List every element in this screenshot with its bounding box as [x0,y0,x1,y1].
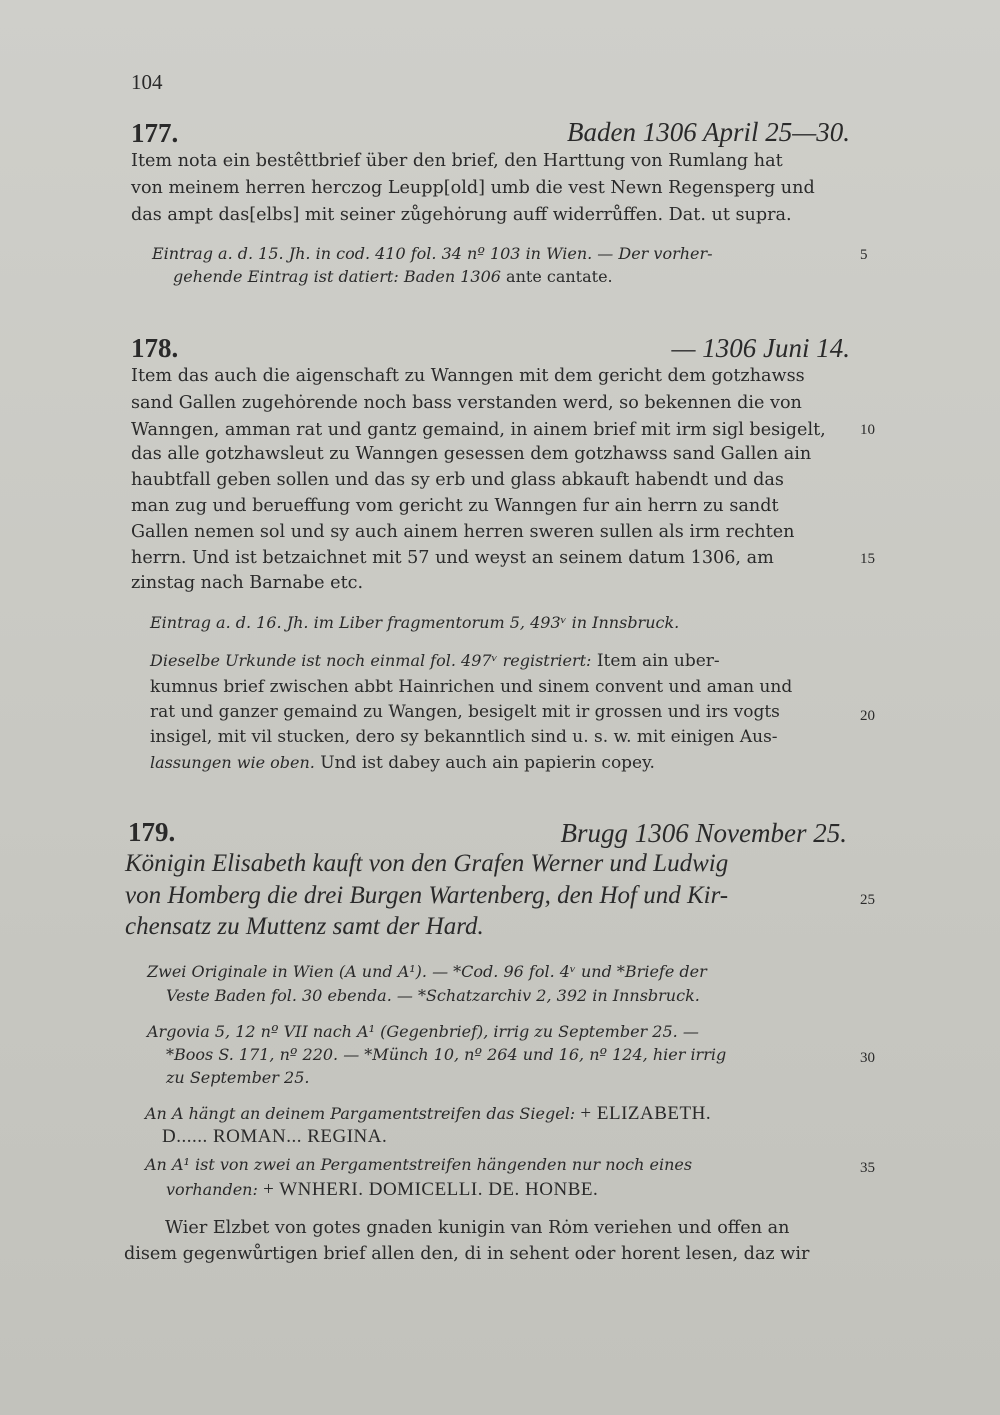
entry-178-note-2-line-2: kumnus brief zwischen abbt Hainrichen und sinem convent und aman und [150,677,793,697]
entry-179-text-line-1: Wier Elzbet von gotes gnaden kunigin van Rȯm veriehen und offen an [165,1218,790,1238]
line-number-5: 5 [860,247,868,263]
entry-179-note-1-line-1: Zwei Originale in Wien (A und A¹). — *Cod. 96 fol. 4ᵛ und *Briefe der [147,962,707,981]
entry-178-line-1: Item das auch die aigenschaft zu Wanngen mit dem gericht dem gotzhawss [131,366,805,386]
entry-178-line-2: sand Gallen zugehȯrende noch bass verstanden werd, so bekennen die von [131,393,802,413]
entry-178-line-6: man zug und berueffung vom gericht zu Wanngen fur ain herrn zu sandt [131,496,779,516]
entry-178-note-2-line-4: insigel, mit vil stucken, dero sy bekanntlich sind u. s. w. mit einigen Aus- [150,727,778,747]
entry-178-line-7: Gallen nemen sol und sy auch ainem herren sweren sullen als irm rechten [131,522,795,542]
page-number: 104 [131,70,163,94]
entry-177-line-1: Item nota ein bestêttbrief über den brief, den Harttung von Rumlang hat [131,151,783,171]
line-number-25: 25 [860,892,875,908]
entry-178-note-2-line-1: Dieselbe Urkunde ist noch einmal fol. 497ᵛ registriert: Item ain uber- [150,651,720,671]
entry-179-note-2-line-2: *Boos S. 171, nº 220. — *Münch 10, nº 264 und 16, nº 124, hier irrig [166,1045,727,1064]
line-number-35: 35 [860,1160,875,1176]
entry-178-line-4: das alle gotzhawsleut zu Wanngen gesessen dem gotzhawss sand Gallen ain [131,444,812,464]
entry-179-note-3-line-1: An A hängt an deinem Pargamentstreifen das Siegel: + ELIZABETH. [145,1103,712,1124]
entry-179-note-2-line-1: Argovia 5, 12 nº VII nach A¹ (Gegenbrief), irrig zu September 25. — [147,1022,699,1041]
entry-179-date: Brugg 1306 November 25. [560,818,847,848]
entry-179-regest-line-2: von Homberg die drei Burgen Wartenberg, den Hof und Kir- [125,882,729,909]
entry-178-note-2-line-5: lassungen wie oben. Und ist dabey auch ain papierin copey. [150,753,655,773]
entry-179-note-4-line-2: vorhanden: + WNHERI. DOMICELLI. DE. HONBE. [166,1179,599,1200]
line-number-20: 20 [860,708,875,724]
entry-178-line-5: haubtfall geben sollen und das sy erb und glass abkauft habendt und das [131,470,784,490]
entry-177-number: 177. [131,118,179,148]
entry-179-regest-line-1: Königin Elisabeth kauft von den Grafen Werner und Ludwig [125,850,729,877]
line-number-30: 30 [860,1050,875,1066]
entry-177-date: Baden 1306 April 25—30. [567,117,850,147]
entry-179-note-1-line-2: Veste Baden fol. 30 ebenda. — *Schatzarchiv 2, 392 in Innsbruck. [166,986,700,1005]
entry-179-note-4-line-1: An A¹ ist von zwei an Pergamentstreifen hängenden nur noch eines [145,1155,693,1174]
entry-179-regest-line-3: chensatz zu Muttenz samt der Hard. [125,913,484,940]
entry-178-date: — 1306 Juni 14. [671,333,850,363]
entry-179-note-2-line-3: zu September 25. [166,1068,310,1087]
entry-177-line-2: von meinem herren herczog Leupp[old] umb die vest Newn Regensperg und [131,178,815,198]
entry-178-line-3: Wanngen, amman rat und gantz gemaind, in ainem brief mit irm sigl besigelt, [131,420,826,440]
line-number-10: 10 [860,422,875,438]
entry-179-text-line-2: disem gegenwůrtigen brief allen den, di in sehent oder horent lesen, daz wir [124,1244,810,1264]
line-number-15: 15 [860,551,875,567]
entry-178-line-9: zinstag nach Barnabe etc. [131,573,364,593]
entry-178-line-8: herrn. Und ist betzaichnet mit 57 und weyst an seinem datum 1306, am [131,548,774,568]
entry-178-note-2-line-3: rat und ganzer gemaind zu Wangen, besigelt mit ir grossen und irs vogts [150,702,780,722]
entry-177-note-line-2: gehende Eintrag ist datiert: Baden 1306 ante cantate. [173,267,613,286]
entry-178-note-1: Eintrag a. d. 16. Jh. im Liber fragmentorum 5, 493ᵛ in Innsbruck. [150,613,680,632]
entry-179-note-3-line-2: D...... ROMAN... REGINA. [162,1126,388,1147]
entry-179-number: 179. [128,817,176,847]
entry-177-note-line-1: Eintrag a. d. 15. Jh. in cod. 410 fol. 34 nº 103 in Wien. — Der vorher- [152,244,713,263]
entry-177-line-3: das ampt das[elbs] mit seiner zůgehȯrung auff widerrůffen. Dat. ut supra. [131,205,792,225]
entry-178-number: 178. [131,333,179,363]
